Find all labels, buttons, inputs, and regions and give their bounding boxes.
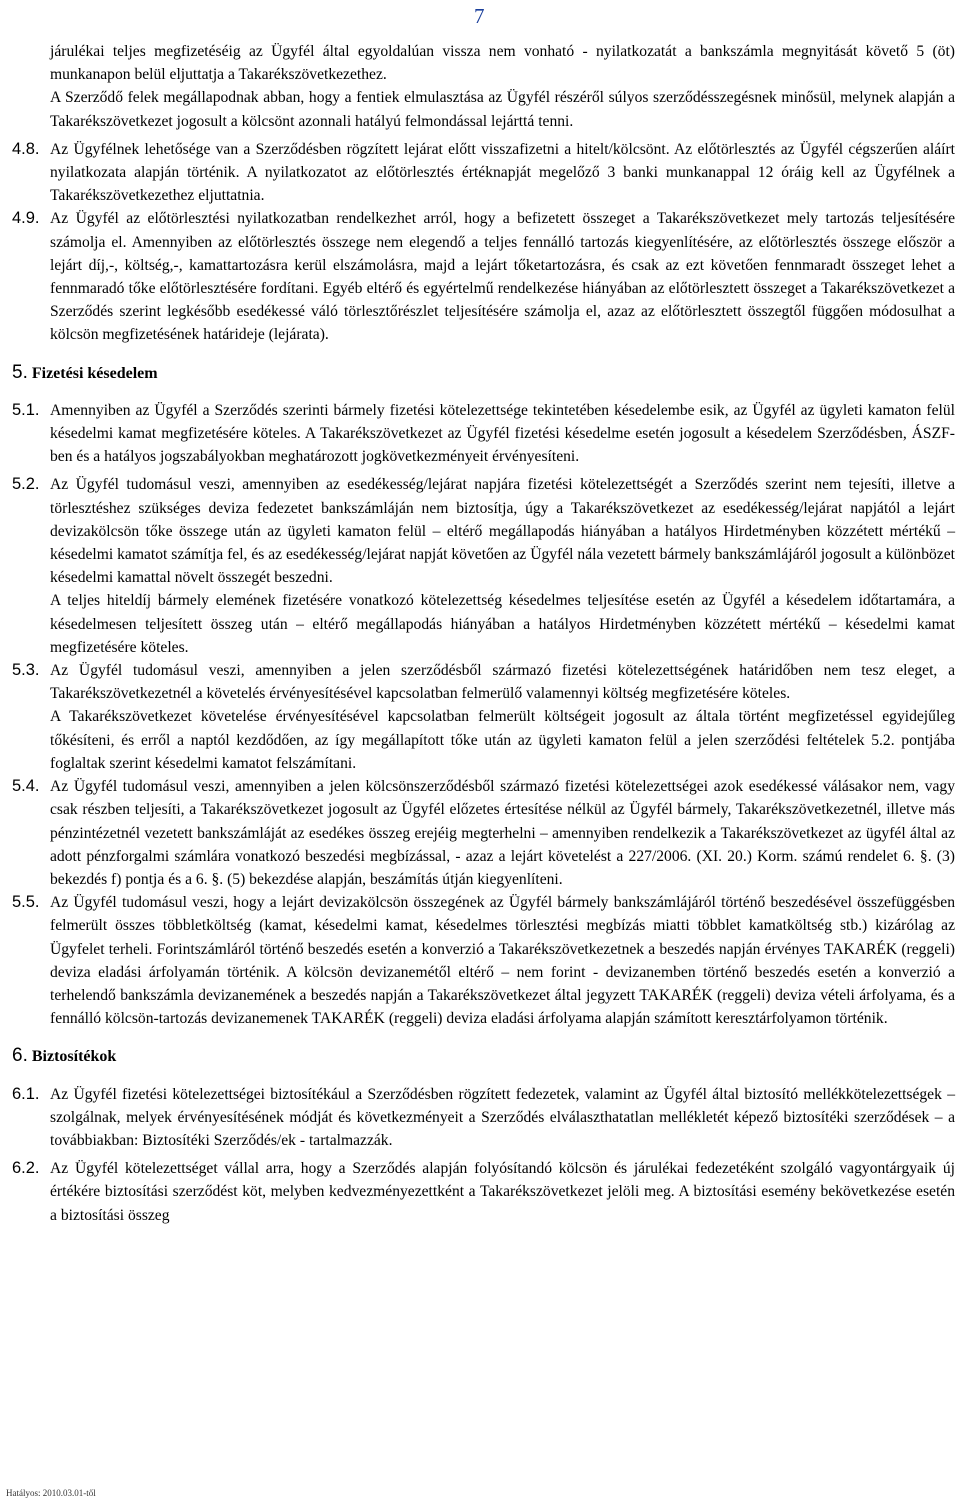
document-body	[12, 40, 955, 1227]
paragraph-number: 5.1.	[12, 400, 40, 419]
paragraph-4-8	[12, 138, 955, 208]
section-title: Fizetési késedelem	[31, 364, 158, 382]
paragraph-5-2	[12, 473, 955, 589]
page-number: 7	[474, 4, 485, 28]
paragraph-number: 5.3.	[12, 661, 40, 680]
paragraph-5-4	[12, 775, 955, 891]
footer-validity: Hatályos: 2010.03.01-től	[6, 1488, 96, 1498]
paragraph-text: Az Ügyfél fizetési kötelezettségei biztosítékául a Szerződésben rögzített fedezetek, valamint az Ügyfél által biztosító mellékkötelezettségek – szolgálnak, melyek érvényesítésének módját és következményeit a Szerződés elválaszthatatlan mellékletét képező biztosítéki szerződések – a továbbiakban: Biztosítéki Szerződés/ek - tartalmazzák.	[50, 1085, 955, 1149]
paragraph-5-1	[12, 399, 955, 469]
paragraph-text: Amennyiben az Ügyfél a Szerződés szerinti bármely fizetési kötelezettsége tekintetében késedelembe esik, az Ügyfél az ügyleti kamaton felül késedelmi kamat megfizetésére köteles. A Takarékszövetkezet az Ügyfél fizetési késedelme esetén jogosult a késedelem Szerződésben, ÁSZF-ben és a hatályos jogszabályokban meghatározott jogkövetkezményeit érvényesíteni.	[50, 401, 955, 466]
paragraph-number: 4.9.	[12, 209, 40, 228]
paragraph-5-5	[12, 891, 955, 1030]
paragraph-text: Az Ügyfél tudomásul veszi, amennyiben a jelen kölcsönszerződésből származó fizetési kötelezettségei azok esedékessé válásakor nem, vagy csak részben teljesíti, a Takarékszövetkezet jogosult az Ügyfél előzetes értesítése nélkül az Ügyfél bármely, Takarékszövetkezetnél, illetve más pénzintézetnél vezetett bankszámláját az esedékes összeg erejéig megterhelni – amennyiben rendelkezik a Takarékszövetkezet az ügyfél által az adott pénzforgalmi számlára vonatkozó beszedési megbízással, - azaz a lejárt követelést a 227/2006. (XI. 20.) Korm. számú rendelet 6. §. (3) bekezdés f) pontja és a 6. §. (5) bekezdése alapján, beszámítás útján kiegyenlíteni.	[50, 778, 955, 888]
paragraph-number: 5.5.	[12, 893, 40, 912]
paragraph-text: Az Ügyfél tudomásul veszi, hogy a lejárt devizakölcsön összegének az Ügyfél bármely bankszámlájáról történő beszedésével összefüggésben felmerült összes többletköltség (kamat, késedelmi kamat, késedelmes törlesztési megbízás miatti többlet kamatköltség stb.) kizárólag az Ügyfelet terheli. Forintszámláról történő beszedés esetén a konverzió a Takarékszövetkezetnek a beszedés napján érvényes TAKARÉK (reggeli) deviza eladási árfolyamán történik. A kölcsön devizanemétől eltérő – nem forint - devizanemben történő beszedés esetén a konverzió a terhelendő bankszámla devizanemének a beszedés napján a Takarékszövetkezet által jegyzett TAKARÉK (reggeli) deviza vételi árfolyama, és a fennálló kölcsön-tartozás devizanemenek TAKARÉK (reggeli) deviza eladási árfolyama alapján számított keresztárfolyamon történik.	[50, 894, 955, 1028]
paragraph-number: 5.4.	[12, 777, 40, 796]
paragraph-5-3-extra: A Takarékszövetkezet követelése érvényesítésével kapcsolatban felmerült költségeit jogosult az általa történt megfizetéssel egyidejűleg tőkésíteni, és erről a naptól kezdődően, az így megállapított tőke után az ügyleti kamaton felül a jelen szerződési feltételek 5.2. pontjába foglaltak szerint késedelmi kamatot felszámítani.	[50, 708, 955, 772]
paragraph-text: Az Ügyfél kötelezettséget vállal arra, hogy a Szerződés alapján folyósítandó kölcsön és járulékai fedezetéként szolgáló vagyontárgyaik új értékére biztosítási szerződést köt, melyben kedvezményezettként a Takarékszövetkezet jelöli meg. A biztosítási esemény bekövetkezése esetén a biztosítási összeg	[50, 1160, 955, 1224]
paragraph-number: 6.2.	[12, 1159, 40, 1178]
paragraph-4-9	[12, 207, 955, 346]
paragraph-number: 4.8.	[12, 139, 40, 158]
section-heading-6	[12, 1044, 955, 1068]
paragraph-text: Az Ügyfél az előtörlesztési nyilatkozatban rendelkezhet arról, hogy a befizetett összeget a Takarékszövetkezet mely tartozás teljesítésére számolja el. Amennyiben az előtörlesztés összege nem elegendő a teljes fennálló tartozás kiegyenlítésére, az előtörlesztés összege először a lejárt díj,-, költség,-, kamattartozásra kerül elszámolásra, majd a lejárt tőketartozásra, és csak az ezt követően fennmaradt összeget lehet a fennmaradó tőke előtörlesztésére fordítani. Egyéb eltérő és egyértelmű rendelkezése hiányában az előtörlesztett összeget a Takarékszövetkezet a Szerződés szerint legkésőbb esedékessé váló törlesztőrészlet teljesítésére számolja el, azaz az előtörlesztett összegtől függően módosulhat a kölcsön megfizetésének határideje (lejárata).	[50, 210, 955, 344]
paragraph-text: Az Ügyfél tudomásul veszi, amennyiben a jelen szerződésből származó fizetési kötelezettségének határidőben nem tesz eleget, a Takarékszövetkezetnél a követelés érvényesítésével kapcsolatban felmerülő valamennyi költség megfizetésére köteles.	[50, 662, 955, 703]
section-number: 5.	[12, 361, 28, 383]
paragraph-number: 6.1.	[12, 1084, 40, 1103]
paragraph-text: Az Ügyfél tudomásul veszi, amennyiben az esedékesség/lejárat napjára fizetési kötelezettségét a Szerződés szerint nem tejesíti, illetve a törlesztéshez szükséges deviza fedezetet bankszámláján nem biztosítja, úgy a Takarékszövetkezet az esedékesség/lejárat napjától a lejárt devizakölcsön tőke összege után az ügyleti kamaton felül – eltérő megállapodás hiányában a hatályos Hirdetményben közzétett mértékű – késedelmi kamatot számítja fel, és az esedékesség/lejárat napját követően az Ügyfél nála vezetett bármely bankszámlájáról jogosult a különbözet késedelmi kamattal növelt összegét beszedni.	[50, 476, 955, 587]
section-heading-5	[12, 361, 955, 385]
paragraph-text: Az Ügyfélnek lehetősége van a Szerződésben rögzített lejárat előtt visszafizetni a hitelt/kölcsönt. Az előtörlesztés az Ügyfél cégszerűen aláírt nyilatkozata alapján történik. A nyilatkozatot az előtörlesztés értéknapját megelőző 3 banki munkanappal 12 óráig kell az Ügyfélnek a Takarékszövetkezethez eljuttatnia.	[50, 140, 955, 205]
section-title: Biztosítékok	[31, 1048, 117, 1066]
intro-second-paragraph: A Szerződő felek megállapodnak abban, hogy a fentiek elmulasztása az Ügyfél részéről súlyos szerződésszegésnek minősül, melynek alapján a Takarékszövetkezet jogosult a kölcsönt azonnali hatályú felmondással lejárttá tenni.	[50, 89, 955, 130]
section-number: 6.	[12, 1045, 28, 1067]
paragraph-number: 5.2.	[12, 475, 40, 494]
paragraph-6-1	[12, 1083, 955, 1153]
paragraph-6-2	[12, 1157, 955, 1227]
paragraph-5-3	[12, 659, 955, 705]
paragraph-5-2-extra: A teljes hiteldíj bármely elemének fizetésére vonatkozó kötelezettség késedelmes teljesítése esetén az Ügyfél a késedelem időtartamára, a késedelmesen teljesített összeg után – eltérő megállapodás hiányában a hatályos Hirdetményben közzétett mértékű – késedelmi kamat megfizetésére köteles.	[50, 592, 955, 656]
intro-continuation: járulékai teljes megfizetéséig az Ügyfél által egyoldalúan vissza nem vonható - nyilatkozatát a bankszámla megnyitását követő 5 (öt) munkanapon belül eljuttatja a Takarékszövetkezethez.	[50, 43, 955, 84]
